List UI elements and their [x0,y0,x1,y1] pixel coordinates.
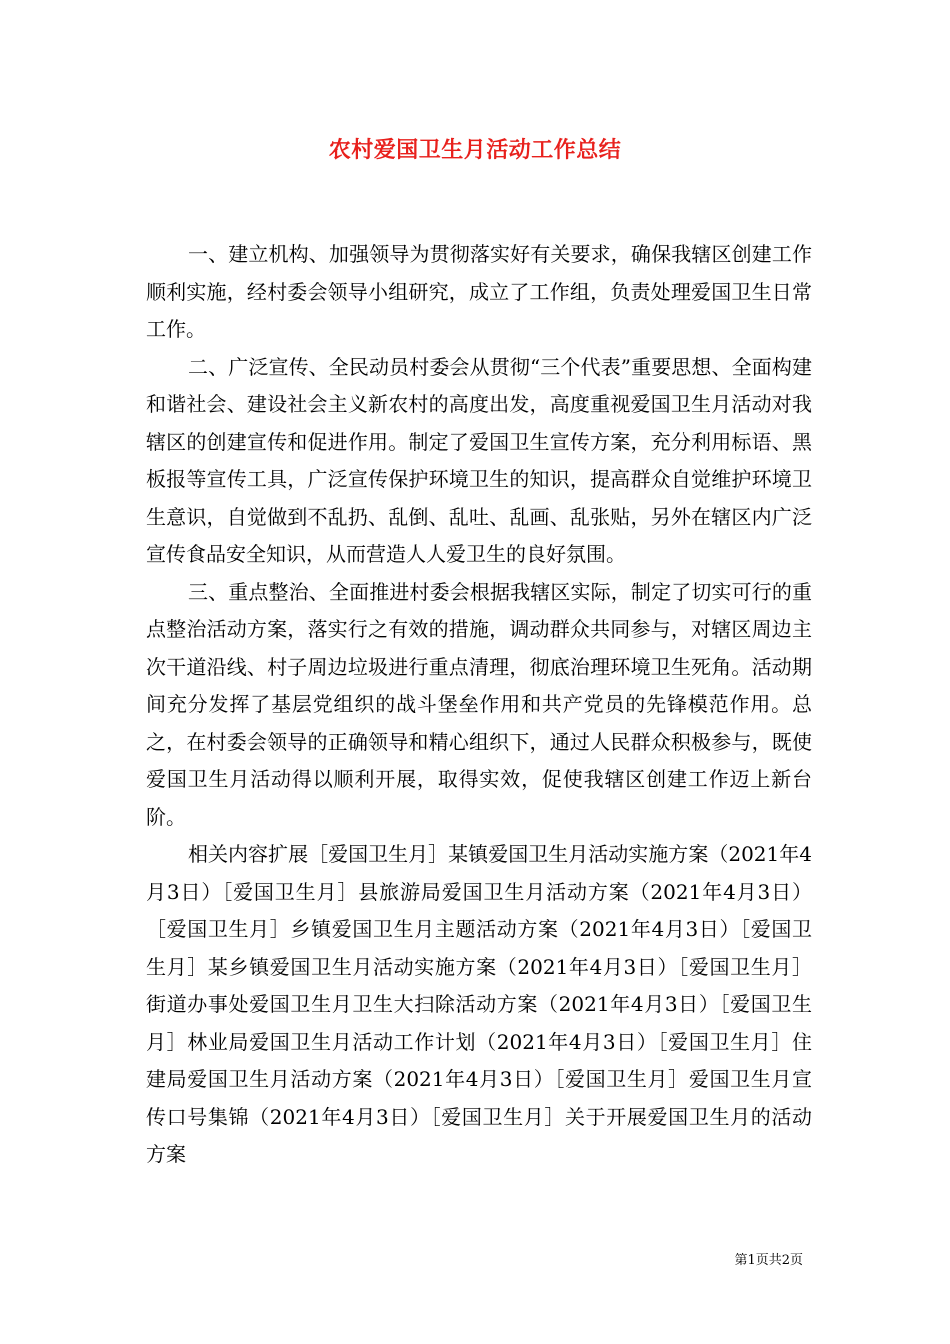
paragraph-related-content: 相关内容扩展［爱国卫生月］某镇爱国卫生月活动实施方案（2021年4月3日）［爱国卫生月］县旅游局爱国卫生月活动方案（2021年4月3日）［爱国卫生月］乡镇爱国卫生月主题活动方案（2021年4月3日）［爱国卫生月］某乡镇爱国卫生月活动实施方案（2021年4月3日）［爱国卫生月］街道办事处爱国卫生月卫生大扫除活动方案（2021年4月3日）［爱国卫生月］林业局爱国卫生月活动工作计划（2021年4月3日）［爱国卫生月］住建局爱国卫生月活动方案（2021年4月3日）［爱国卫生月］爱国卫生月宣传口号集锦（2021年4月3日）［爱国卫生月］关于开展爱国卫生月的活动方案 [146,842,812,1166]
paragraph-publicity-mobilization: 二、广泛宣传、全民动员村委会从贯彻“三个代表”重要思想、全面构建和谐社会、建设社会主义新农村的高度出发，高度重视爱国卫生月活动对我辖区的创建宣传和促进作用。制定了爱国卫生宣传方案，充分利用标语、黑板报等宣传工具，广泛宣传保护环境卫生的知识，提高群众自觉维护环境卫生意识，自觉做到不乱扔、乱倒、乱吐、乱画、乱张贴，另外在辖区内广泛宣传食品安全知识，从而营造人人爱卫生的良好氛围。 [146,354,812,566]
document-body [146,236,812,1174]
page-number: 第1页共2页 [734,1253,803,1268]
paragraph-key-rectification: 三、重点整治、全面推进村委会根据我辖区实际，制定了切实可行的重点整治活动方案，落实行之有效的措施，调动群众共同参与，对辖区周边主次干道沿线、村子周边垃圾进行重点清理，彻底治理环境卫生死角。活动期间充分发挥了基层党组织的战斗堡垒作用和共产党员的先锋模范作用。总之，在村委会领导的正确领导和精心组织下，通过人民群众积极参与，既使爱国卫生月活动得以顺利开展，取得实效，促使我辖区创建工作迈上新台阶。 [146,579,812,829]
document-title: 农村爱国卫生月活动工作总结 [328,137,622,163]
paragraph-establish-organization: 一、建立机构、加强领导为贯彻落实好有关要求，确保我辖区创建工作顺利实施，经村委会领导小组研究，成立了工作组，负责处理爱国卫生日常工作。 [146,242,812,341]
